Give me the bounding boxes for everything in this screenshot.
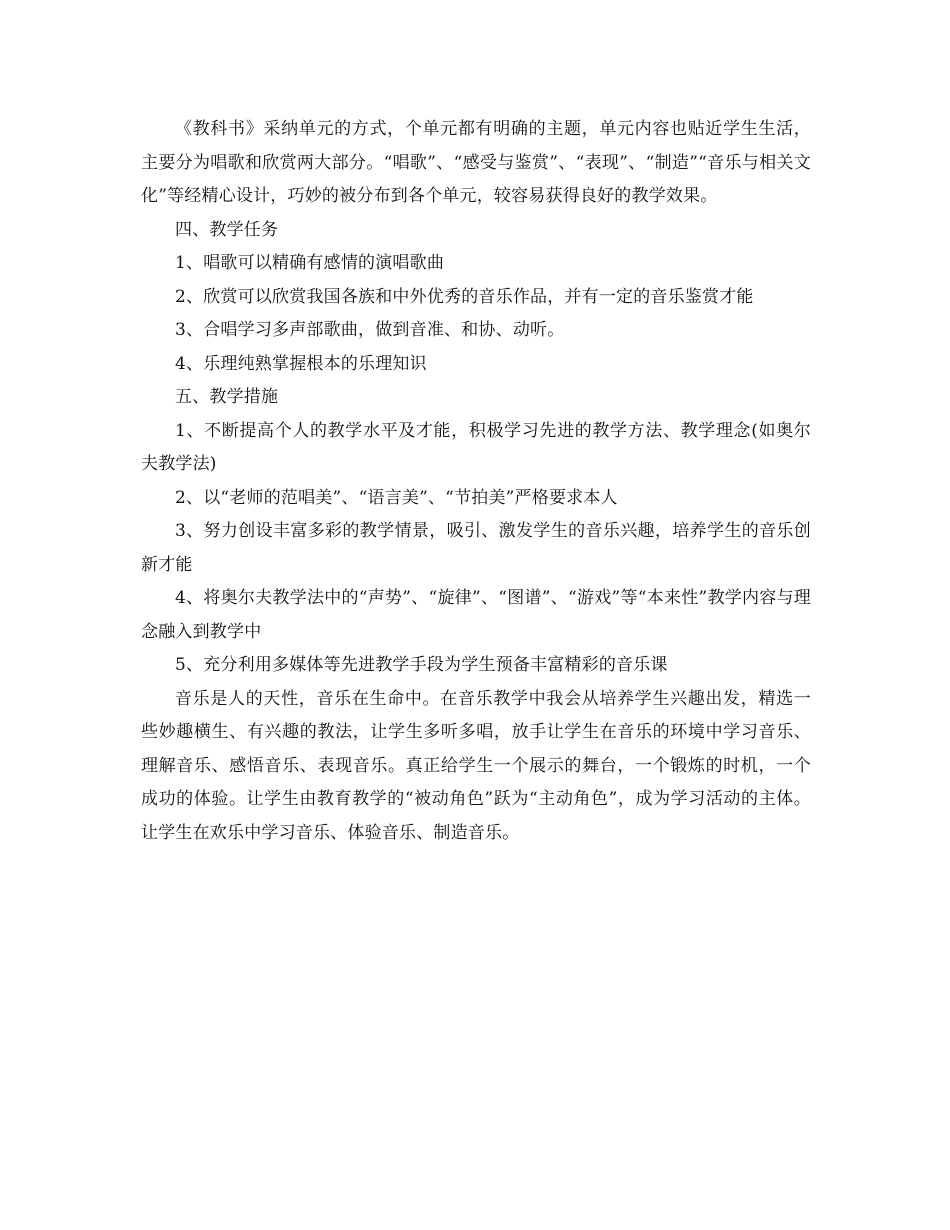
task-item-appreciation: 2、欣赏可以欣赏我国各族和中外优秀的音乐作品，并有一定的音乐鉴赏才能: [175, 286, 754, 307]
task-item-singing: 1、唱歌可以精确有感情的演唱歌曲: [175, 253, 445, 273]
task-item-chorus: 3、合唱学习多声部歌曲，做到音准、和协、动听。: [175, 320, 565, 340]
measure-item-multimedia: 5、充分利用多媒体等先进教学手段为学生预备丰富精彩的音乐课: [175, 655, 668, 675]
measure-item-teaching-scenes: 3、努力创设丰富多彩的教学情景，吸引、激发学生的音乐兴趣，培养学生的音乐创新才能: [141, 521, 811, 575]
document-body: [141, 113, 811, 850]
measure-item-standards: 2、以“老师的范唱美”、“语言美”、“节拍美”严格要求本人: [175, 487, 618, 508]
measure-item-improve-skills: 1、不断提高个人的教学水平及才能，积极学习先进的教学方法、教学理念(如奥尔夫教学法): [141, 420, 811, 474]
task-item-music-theory: 4、乐理纯熟掌握根本的乐理知识: [175, 353, 427, 374]
paragraph-textbook-intro: 《教科书》采纳单元的方式，个单元都有明确的主题，单元内容也贴近学生生活，主要分为唱歌和欣赏两大部分。“唱歌”、“感受与鉴赏”、“表现”、“制造”“音乐与相关文化”等经精心设计，巧妙的被分布到各个单元，较容易获得良好的教学效果。: [141, 119, 811, 206]
heading-teaching-measures: 五、教学措施: [175, 387, 279, 407]
heading-teaching-tasks: 四、教学任务: [175, 219, 279, 240]
measure-item-orff-method: 4、将奥尔夫教学法中的“声势”、“旋律”、“图谱”、“游戏”等“本来性”教学内容与理念融入到教学中: [141, 588, 811, 642]
paragraph-conclusion: 音乐是人的天性，音乐在生命中。在音乐教学中我会从培养学生兴趣出发，精选一些妙趣横生、有兴趣的教法，让学生多听多唱，放手让学生在音乐的环境中学习音乐、理解音乐、感悟音乐、表现音乐。真正给学生一个展示的舞台，一个锻炼的时机，一个成功的体验。让学生由教育教学的“被动角色”跃为“主动角色”，成为学习活动的主体。让学生在欢乐中学习音乐、体验音乐、制造音乐。: [141, 688, 811, 843]
